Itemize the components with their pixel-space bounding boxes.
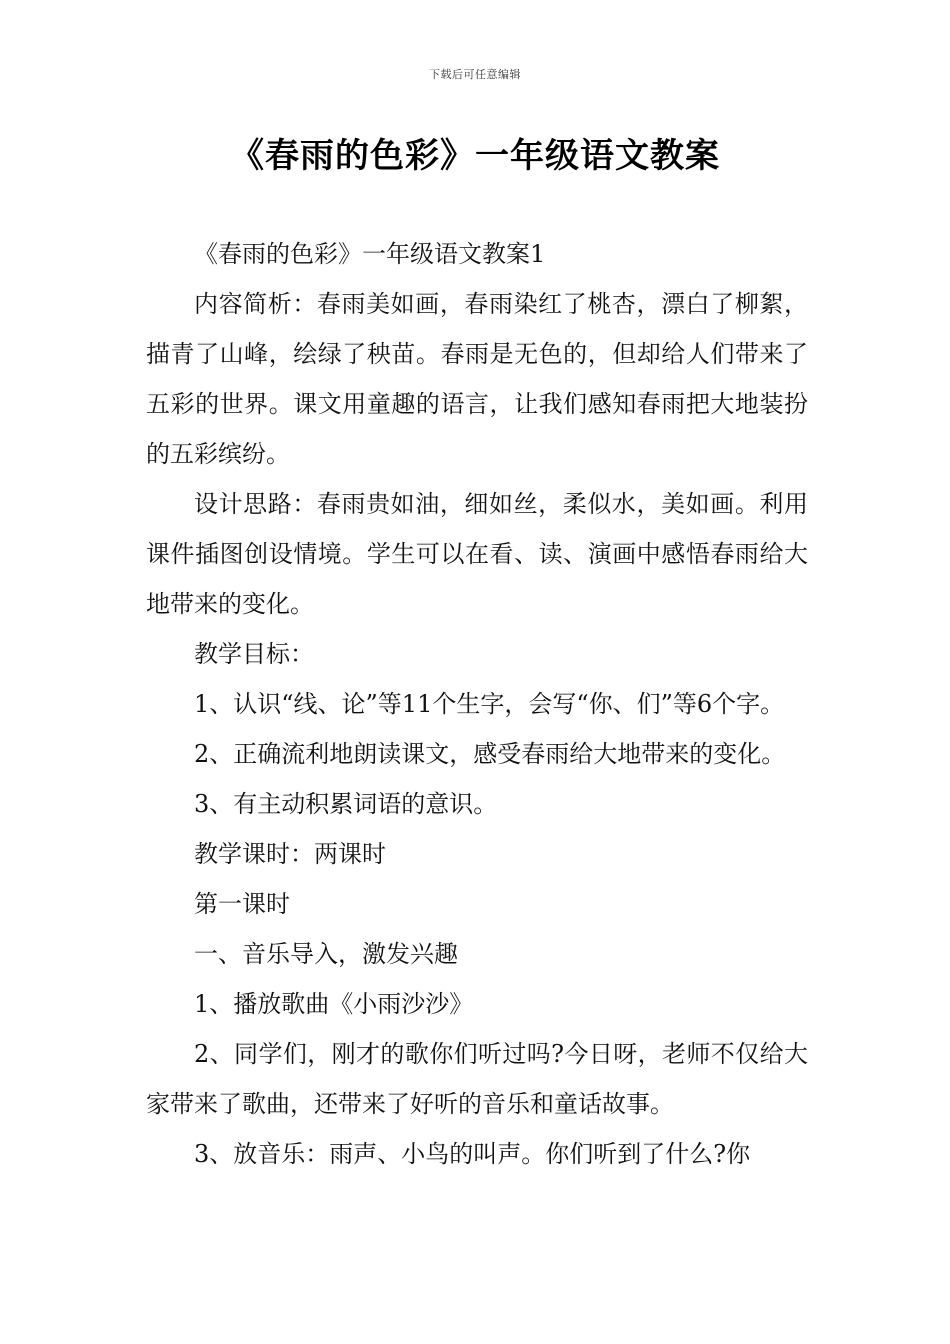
paragraph-subtitle: 《春雨的色彩》一年级语文教案1 <box>194 240 546 268</box>
paragraph-goal-3: 3、有主动积累词语的意识。 <box>194 790 498 818</box>
paragraph-first-lesson: 第一课时 <box>194 890 290 918</box>
paragraph-goals-heading: 教学目标： <box>194 640 314 668</box>
paragraph-design-idea: 设计思路：春雨贵如油，细如丝，柔似水，美如画。利用课件插图创设情境。学生可以在看、读、演画中感悟春雨给大地带来的变化。 <box>146 490 808 618</box>
paragraph-step-1: 1、播放歌曲《小雨沙沙》 <box>194 990 474 1018</box>
paragraph-section-1: 一、音乐导入，激发兴趣 <box>194 940 458 968</box>
paragraph-class-hours: 教学课时：两课时 <box>194 840 386 868</box>
paragraph-step-3: 3、放音乐：雨声、小鸟的叫声。你们听到了什么?你 <box>194 1140 751 1168</box>
paragraph-content-analysis: 内容简析：春雨美如画，春雨染红了桃杏，漂白了柳絮，描青了山峰，绘绿了秧苗。春雨是无色的，但却给人们带来了五彩的世界。课文用童趣的语言，让我们感知春雨把大地装扮的五彩缤纷。 <box>146 290 808 468</box>
header-note: 下载后可任意编辑 <box>429 68 521 81</box>
paragraph-step-2: 2、同学们，刚才的歌你们听过吗?今日呀，老师不仅给大家带来了歌曲，还带来了好听的音乐和童话故事。 <box>146 1040 808 1118</box>
document-title: 《春雨的色彩》一年级语文教案 <box>230 136 720 176</box>
document-body <box>146 229 808 1179</box>
paragraph-goal-1: 1、认识“线、论”等11个生字，会写“你、们”等6个字。 <box>194 690 785 718</box>
paragraph-goal-2: 2、正确流利地朗读课文，感受春雨给大地带来的变化。 <box>194 740 786 768</box>
